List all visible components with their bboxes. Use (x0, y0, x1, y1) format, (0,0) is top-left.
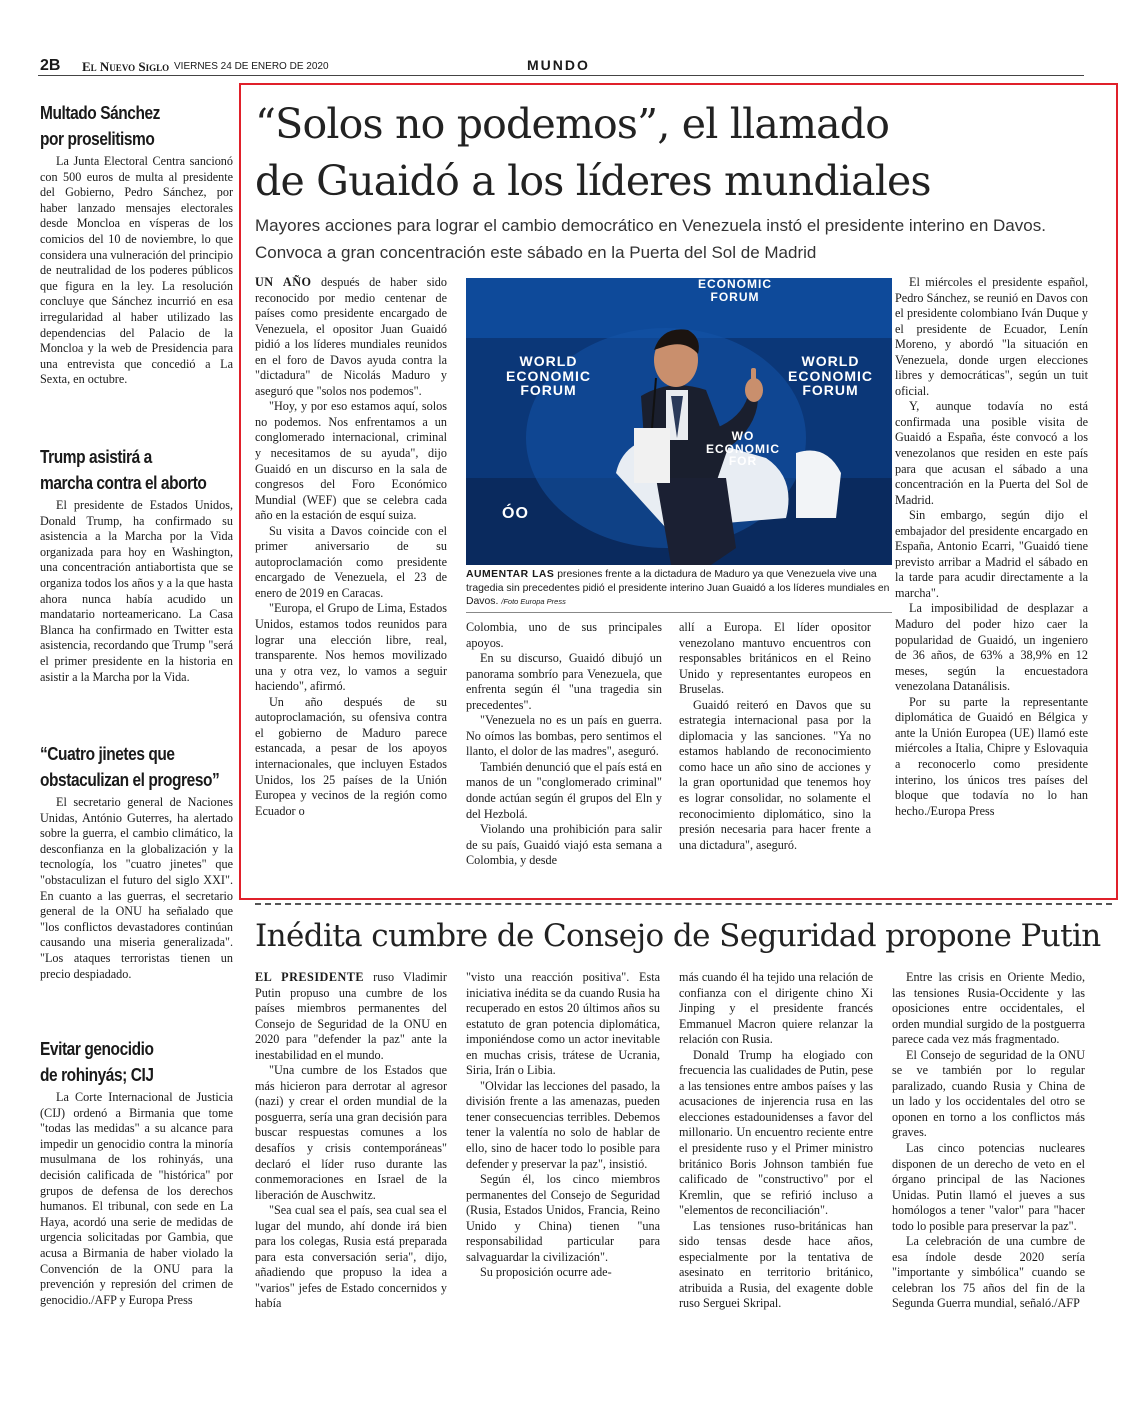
paragraph: Según él, los cinco miembros permanentes del Consejo de Seguridad (Rusia, Estados Unidos, Francia, Reino Unido y China) tienen "una responsabilidad particular para salvaguardar la civilización". (466, 1172, 660, 1264)
paragraph: "Hoy, y por eso estamos aquí, solos no podemos. Nos enfrentamos a un conglomerado internacional, criminal y necesitamos de su ayuda", dijo Guaidó en un discurso en la sala de congresos del Foro Económico Mundial (WEF) que se celebra cada año en la estación de esquí suiza. (255, 399, 447, 523)
brief-title: Multado Sánchez por proselitismo (40, 103, 160, 149)
paragraph: También denunció que el país está en manos de un "conglomerado criminal" donde actúan según él grupos del Eln y del Hezbolá. (466, 759, 662, 821)
paragraph: "Sea cual sea el país, sea cual sea el lugar del mundo, ahí donde irá bien para los colegas, Rusia está preparada para esta conversación seria", dijo, añadiendo que propuso la idea a "varios" jefes de Estado concernidos y había (255, 1203, 447, 1311)
brief-cij (40, 1036, 233, 1308)
wef-sign-bottom: ÓΟ (502, 505, 529, 522)
brief-trump (40, 444, 233, 685)
paragraph: Sin embargo, según dijo el embajador del presidente encargado en España, Antonio Ecarri, "Guaidó tiene previsto arribar a Madrid el sábado en la tarde para acudir directamente a la marcha". (895, 508, 1088, 600)
guaido-davos-photo (466, 278, 892, 565)
paragraph: Colombia, uno de sus principales apoyos. (466, 620, 662, 650)
paragraph: En su discurso, Guaidó dibujó un panorama sombrío para Venezuela, que enfrenta según él "una tragedia sin precedentes". (466, 651, 662, 712)
paragraph: "Europa, el Grupo de Lima, Estados Unidos, estamos todos reunidos para lograr una elección libre, real, transparente. Nos hemos movilizado una y otra vez, lo vamos a seguir haciendo", afirmó. (255, 601, 447, 694)
brief-body: La Corte Internacional de Justicia (CIJ) ordenó a Birmania que tome "todas las medidas" a su alcance para impedir un genocidio contra la minoría musulmana de los rohinyás, una decisión calificada de "histórica" por grupos de defensa de los derechos humanos. El tribunal, con sede en La Haya, acordó una serie de medidas de urgencia solicitadas por Gambia, que acusa a Birmania de haber violado la Convención de la ONU para la prevención y represión del crimen de genocidio./AFP y Europa Press (40, 1090, 233, 1307)
lead-deck: Mayores acciones para lograr el cambio democrático en Venezuela instó el presidente interino en Davos. Convoca a gran concentración este sábado en la Puerta del Sol de Madrid (255, 216, 1046, 262)
paragraph: Las tensiones ruso-británicas han sido tensas desde hace años, especialmente por la tentativa de asesinato en territorio británico, atribuida a Rusia, del exagente doble ruso Serguei Skripal. (679, 1218, 873, 1311)
wef-sign-left: WORLD ECONOMIC FORUM (506, 353, 591, 399)
brief-title: Trump asistirá a marcha contra el aborto (40, 447, 207, 493)
header-rule (38, 75, 1084, 76)
paragraph: "Una cumbre de los Estados que más hicieron para derrotar al agresor (nazi) y crear el orden mundial de la posguerra, sería una gran decisión para buscar respuestas comunes a los desafíos y crisis contemporáneas" declaró el líder ruso durante las conmemoraciones en Israel de la liberación de Auschwitz. (255, 1063, 447, 1202)
paragraph: El miércoles el presidente español, Pedro Sánchez, se reunió en Davos con el presidente colombiano Iván Duque y el presidente de Ecuador, Lenín Moreno, y abordó "la situación en Venezuela, donde urgen elecciones libres y democráticas", según un tuit oficial. (895, 275, 1088, 398)
photo-credit: /Foto Europa Press (501, 597, 566, 606)
paragraph: EL PRESIDENTE ruso Vladimir Putin propuso una cumbre de los países miembros permanentes del Consejo de Seguridad de la ONU en 2020 para "defender la paz" ante la inestabilidad en el mundo. (255, 970, 447, 1062)
second-headline: Inédita cumbre de Consejo de Seguridad propone Putin (255, 918, 1101, 954)
second-column-2 (466, 970, 660, 1281)
brief-body: El presidente de Estados Unidos, Donald Trump, ha confirmado su asistencia a la Marcha por la Vida organizada para hoy en Washington, una concentración antiabortista que se organiza todos los años y a la que hasta ahora nunca había acudido un mandatario norteamericano. La Casa Blanca ha confirmado en Twitter esta asistencia, recordando que Trump "será el primer presidente en la historia en asistir a la Marcha por la Vida. (40, 498, 233, 684)
section-title: MUNDO (527, 57, 590, 73)
brief-body: La Junta Electoral Centra sancionó con 500 euros de multa al presidente del Gobierno, Pedro Sánchez, por haber lanzado mensajes electorales desde Moncloa en vísperas de los comicios del 10 de noviembre, lo que considera una vulneración del principio de neutralidad de los poderes públicos que figura en la ley. La resolución concluye que Sánchez incurrió en esa irregularidad al haber utilizado las dependencias del Palacio de la Moncloa y la web de Presidencia para una entrevista que concedió a La Sexta, en octubre. (40, 154, 233, 387)
paragraph: "visto una reacción positiva". Esta iniciativa inédita se da cuando Rusia ha recuperado en estos 20 últimos años su estatuto de gran potencia diplomática, imponiéndose como un actor inevitable en muchas crisis, trátese de Ucrania, Siria, Irán o Libia. (466, 970, 660, 1078)
second-column-1 (255, 970, 447, 1312)
wef-sign-middle: WO ECONOMIC FOR (706, 429, 780, 469)
paragraph: La imposibilidad de desplazar a Maduro del poder hizo caer la popularidad de Guaidó, un ingeniero de 36 años, de 63% a 38,9% en 12 meses, según la encuestadora venezolana Datanálisis. (895, 601, 1088, 694)
lead-column-1 (255, 275, 447, 819)
paragraph: El Consejo de seguridad de la ONU se ve también por lo regular paralizado, cuando Rusia y China de un lado y los occidentales del otro se oponen en torno a los conflictos más graves. (892, 1047, 1085, 1140)
photo-scene (466, 278, 892, 565)
paragraph: Violando una prohibición para salir de su país, Guaidó viajó esta semana a Colombia, y desde (466, 822, 662, 868)
paragraph: allí a Europa. El líder opositor venezolano mantuvo encuentros con responsables británicos en el Reino Unido y representantes europeos en Bruselas. (679, 620, 871, 697)
story-divider (255, 903, 1112, 905)
paragraph: Y, aunque todavía no está confirmada una posible visita de Guaidó a España, éste convocó a los venezolanos que residen en este país para que acusan el sábado a una concentración en la Puerta del Sol de Madrid. (895, 399, 1088, 507)
paragraph: Donald Trump ha elogiado con frecuencia las cualidades de Putin, pese a las tensiones entre ambos países y las acusaciones de injerencia rusa en las elecciones estadounidenses a favor del millonario. Un encuentro reciente entre el presidente ruso y el Primer ministro británico Boris Johnson también fue calificado de "constructivo" por el Kremlin, que se refirió incluso a "elementos de reconciliación". (679, 1047, 873, 1218)
lead-column-2 (466, 620, 662, 869)
brief-sanchez (40, 100, 233, 388)
brief-guterres (40, 741, 233, 982)
paragraph: "Olvidar las lecciones del pasado, la división frente a las amenazas, pueden tener consecuencias terribles. Debemos tener la valentía no solo de hablar de ello, sino de hacer todo lo posible para defender y preservar la paz", insistió. (466, 1078, 660, 1171)
wef-sign-top: ECONOMIC FORUM (698, 278, 772, 304)
paragraph: Las cinco potencias nucleares disponen de un derecho de veto en el órgano principal de las Naciones Unidas. Putin llamó el jueves a sus homólogos a tener "valor" para "hacer todo lo posible para preservar la paz". (892, 1141, 1085, 1233)
caption-rule (466, 612, 892, 613)
lead-headline: “Solos no podemos”, el llamado de Guaidó a los líderes mundiales (255, 100, 931, 205)
paragraph: La celebración de una cumbre de esa índole desde 2020 sería "importante y simbólica" cuando se celebran los 75 años del fin de la Segunda Guerra mundial, señaló./AFP (892, 1234, 1085, 1311)
wef-sign-right: WORLD ECONOMIC FORUM (788, 353, 873, 399)
second-column-4 (892, 970, 1085, 1312)
paragraph: Su proposición ocurre ade- (480, 1265, 612, 1280)
paragraph: UN AÑO después de haber sido reconocido por medio centenar de países como presidente encargado de Venezuela, el opositor Juan Guaidó pidió a los líderes mundiales reunidos en el foro de Davos ayuda contra la "dictadura" de Nicolás Maduro y aseguró que "solos nos podemos". (255, 275, 447, 398)
brief-title: “Cuatro jinetes que obstaculizan el progreso” (40, 744, 220, 790)
second-column-3 (679, 970, 873, 1312)
page-number: 2B (40, 57, 61, 74)
paragraph: Guaidó reiteró en Davos que su estrategia internacional pasa por la diplomacia y las sanciones. "Ya no estamos hablando de reconocimiento como hace un año sino de acciones y la gran oportunidad que tenemos hoy es lograr consolidar, no solamente el reconocimiento diplomático, sino la presión necesaria para hacer frente a una dictadura", aseguró. (679, 697, 871, 852)
paragraph: Su visita a Davos coincide con el primer aniversario de su autoproclamación como presidente encargado de Venezuela, el 23 de enero de 2019 en Caracas. (255, 523, 447, 600)
paragraph: Entre las crisis en Oriente Medio, las tensiones Rusia-Occidente y las oposiciones entre occidentales, el orden mundial surgido de la postguerra parece cada vez más fragmentado. (892, 970, 1085, 1047)
newspaper-name: El Nuevo Siglo (82, 59, 170, 74)
paragraph: "Venezuela no es un país en guerra. No oímos las bombas, pero sentimos el llanto, el dolor de las madres", aseguró. (466, 713, 662, 759)
brief-title: Evitar genocidio de rohinyás; CIJ (40, 1039, 154, 1085)
paragraph: Por su parte la representante diplomática de Guaidó en Bélgica y ante la Unión Europea (UE) llamó este miércoles a Italia, Chipre y Eslovaquia a reconocerlo como presidente interino, los únicos tres países del bloque que todavía no lo han hecho./Europa Press (895, 694, 1088, 818)
brief-body: El secretario general de Naciones Unidas, António Guterres, ha alertado sobre la guerra, el cambio climático, la desconfianza en la globalización y la tecnología, los "cuatro jinetes" que "obstaculizan el futuro del siglo XXI". En cuanto a las guerras, el secretario general de la ONU ha señalado que "los conflictos devastadores continúan causando una miseria generalizada". "Los ataques terroristas tienen un precio despiadado. (40, 795, 233, 981)
paragraph: más cuando él ha tejido una relación de confianza con el dirigente chino Xi Jinping y el presidente francés Emmanuel Macron quiere relanzar la relación con Rusia. (679, 970, 873, 1047)
lead-column-4 (895, 275, 1088, 819)
issue-date: VIERNES 24 DE ENERO DE 2020 (174, 61, 329, 72)
lead-column-3 (679, 620, 871, 853)
paragraph: Un año después de su autoproclamación, su ofensiva contra el gobierno de Maduro parece estancada, a pesar de los apoyos internacionales, que incluyen Estados Unidos, los 25 países de la Unión Europea y vecinos de la región como Ecuador o (255, 694, 447, 818)
photo-caption: AUMENTAR LAS presiones frente a la dictadura de Maduro ya que Venezuela vive una tragedia sin precedentes pidió el presidente interino Juan Guaidó a los líderes mundiales en Davos. /Foto Europa Press (466, 569, 890, 607)
